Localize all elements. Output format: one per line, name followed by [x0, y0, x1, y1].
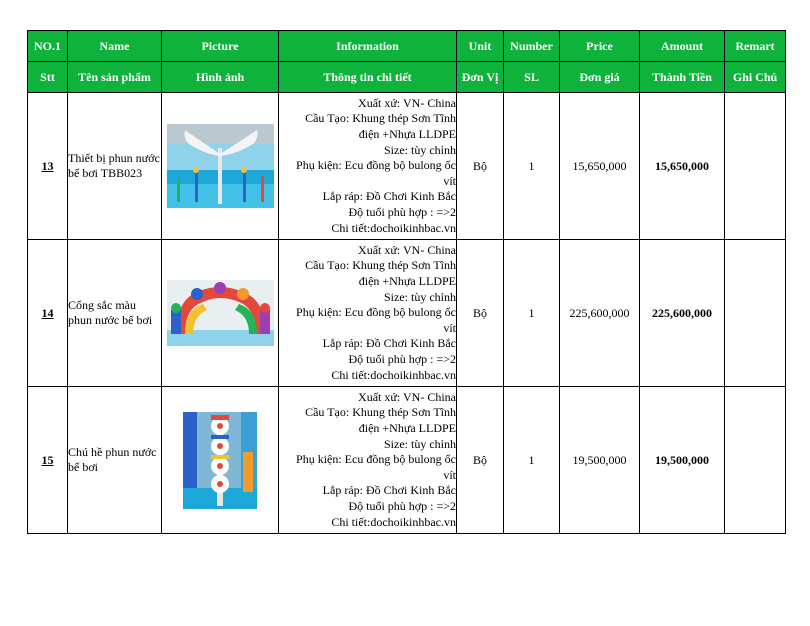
- item-quantity: 1: [504, 387, 560, 534]
- col-header-don-gia: Đơn giá: [560, 62, 640, 93]
- colorful-water-gate-image: [167, 280, 274, 346]
- item-stt: 14: [28, 240, 68, 387]
- col-header-information: Information: [279, 31, 457, 62]
- col-header-no: NO.1: [28, 31, 68, 62]
- col-header-unit: Unit: [457, 31, 504, 62]
- header-row-english: [28, 31, 786, 62]
- item-amount: 15,650,000: [640, 93, 725, 240]
- item-information: Xuất xứ: VN- China Cầu Tạo: Khung thép Sơn Tĩnh điện +Nhựa LLDPE Size: tùy chỉnh Phụ kiện: Ecu đồng bộ bulong ốc vít Lắp ráp: Đồ Chơi Kinh Bắc Độ tuổi phù hợp : =>2 Chi tiết:dochoikinhbac.vn: [279, 93, 457, 240]
- item-amount: 19,500,000: [640, 387, 725, 534]
- item-picture-cell: [162, 93, 279, 240]
- col-header-don-vi: Đơn Vị: [457, 62, 504, 93]
- col-header-thanh-tien: Thành Tiền: [640, 62, 725, 93]
- item-name: Chú hề phun nước bể bơi: [68, 387, 162, 534]
- item-name: Thiết bị phun nước bể bơi TBB023: [68, 93, 162, 240]
- header-row-vietnamese: [28, 62, 786, 93]
- item-note: [725, 387, 786, 534]
- item-unit: Bộ: [457, 387, 504, 534]
- item-unit: Bộ: [457, 93, 504, 240]
- col-header-ghi-chu: Ghi Chú: [725, 62, 786, 93]
- water-spray-sprinkler-image: [167, 124, 274, 208]
- table-row: [28, 387, 786, 534]
- item-quantity: 1: [504, 240, 560, 387]
- col-header-sl: SL: [504, 62, 560, 93]
- col-header-stt: Stt: [28, 62, 68, 93]
- col-header-hinh-anh: Hình ảnh: [162, 62, 279, 93]
- col-header-name: Name: [68, 31, 162, 62]
- col-header-price: Price: [560, 31, 640, 62]
- clown-water-tower-image: [183, 412, 257, 509]
- item-stt: 15: [28, 387, 68, 534]
- quotation-table: [27, 30, 786, 534]
- item-note: [725, 240, 786, 387]
- item-stt: 13: [28, 93, 68, 240]
- col-header-number: Number: [504, 31, 560, 62]
- item-note: [725, 93, 786, 240]
- table-row: [28, 93, 786, 240]
- col-header-picture: Picture: [162, 31, 279, 62]
- item-price: 225,600,000: [560, 240, 640, 387]
- item-information: Xuất xứ: VN- China Cầu Tạo: Khung thép Sơn Tĩnh điện +Nhựa LLDPE Size: tùy chỉnh Phụ kiện: Ecu đồng bộ bulong ốc vít Lắp ráp: Đồ Chơi Kinh Bắc Độ tuổi phù hợp : =>2 Chi tiết:dochoikinhbac.vn: [279, 240, 457, 387]
- col-header-remark: Remart: [725, 31, 786, 62]
- item-quantity: 1: [504, 93, 560, 240]
- col-header-ten-san-pham: Tên sản phẩm: [68, 62, 162, 93]
- col-header-amount: Amount: [640, 31, 725, 62]
- item-price: 19,500,000: [560, 387, 640, 534]
- item-information: Xuất xứ: VN- China Cầu Tạo: Khung thép Sơn Tĩnh điện +Nhựa LLDPE Size: tùy chỉnh Phụ kiện: Ecu đồng bộ bulong ốc vít Lắp ráp: Đồ Chơi Kinh Bắc Độ tuổi phù hợp : =>2 Chi tiết:dochoikinhbac.vn: [279, 387, 457, 534]
- table-row: [28, 240, 786, 387]
- item-picture-cell: [162, 240, 279, 387]
- item-unit: Bộ: [457, 240, 504, 387]
- item-name: Cổng sắc màu phun nước bể bơi: [68, 240, 162, 387]
- item-amount: 225,600,000: [640, 240, 725, 387]
- item-price: 15,650,000: [560, 93, 640, 240]
- item-picture-cell: [162, 387, 279, 534]
- col-header-thong-tin: Thông tin chi tiết: [279, 62, 457, 93]
